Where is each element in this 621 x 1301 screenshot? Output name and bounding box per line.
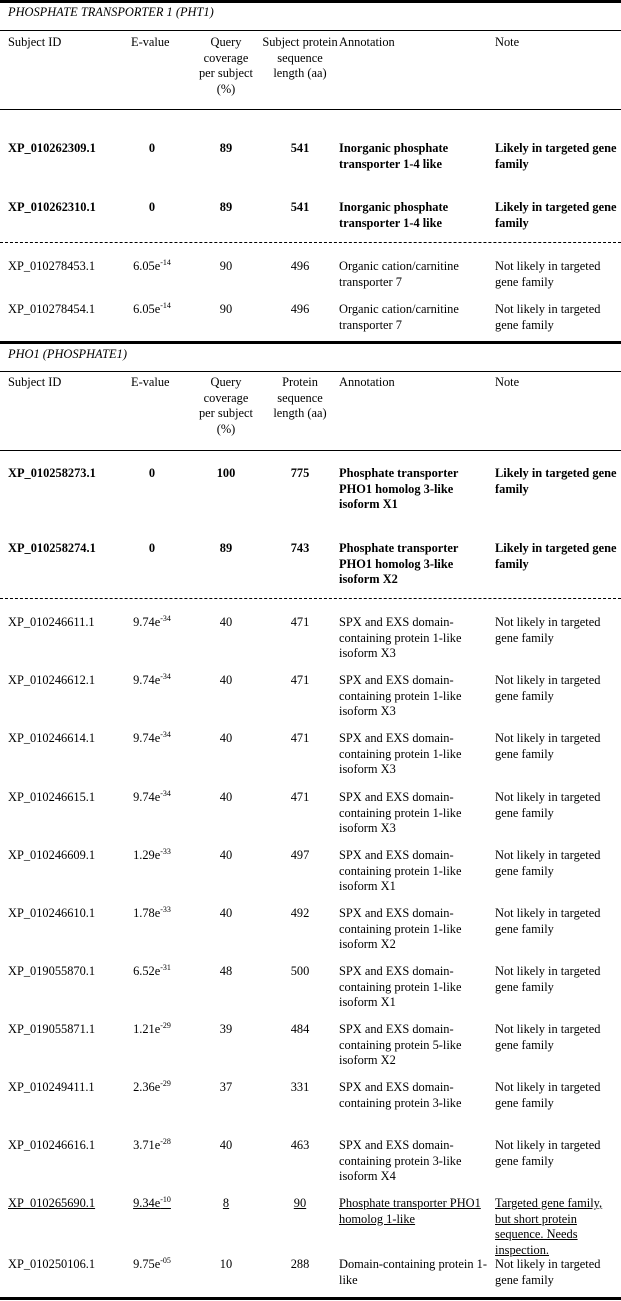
evalue-cell [128,1196,176,1212]
coverage-cell: 40 [219,906,233,920]
section-title-rule [0,30,621,31]
annotation-cell: SPX and EXS domain-containing protein 1-like isoform X3 [339,673,462,719]
evalue-base: 1.78e [133,906,161,920]
evalue-base: 9.74e [133,673,161,687]
evalue-base: 6.05e [133,259,161,273]
annotation-cell: Inorganic phosphate transporter 1-4 like [339,200,449,230]
evalue-cell [128,1138,176,1154]
evalue-base: 3.71e [133,1138,161,1152]
coverage-cell: 40 [219,848,233,862]
subject-id-cell: XP_010246611.1 [8,615,95,629]
header-annotation: Annotation [339,35,395,49]
evalue-cell [128,141,176,157]
note-cell: Not likely in targeted gene family [495,615,601,645]
note-cell: Likely in targeted gene family [495,541,617,571]
coverage-cell: 40 [219,790,233,804]
evalue-base: 0 [148,541,156,555]
evalue-cell [128,200,176,216]
subject-id-cell: XP_010258273.1 [8,466,96,480]
bottom-rule [0,1297,621,1300]
evalue-exponent: -31 [160,963,171,972]
header-subject-id: Subject ID [8,375,62,389]
header-evalue: E-value [131,35,170,49]
evalue-cell [128,466,176,482]
subject-id-cell: XP_010250106.1 [8,1257,96,1271]
coverage-cell: 100 [216,466,236,480]
note-cell: Targeted gene family, but short protein sequence. Needs inspection. [495,1196,603,1257]
subject-id-cell: XP_010246612.1 [8,673,96,687]
header-rule [0,450,621,451]
length-cell: 500 [290,964,310,978]
evalue-cell [128,731,176,747]
evalue-exponent: -34 [160,672,171,681]
subject-id-cell: XP_010258274.1 [8,541,96,555]
evalue-base: 9.74e [133,731,161,745]
length-cell: 471 [290,790,310,804]
annotation-cell: Phosphate transporter PHO1 homolog 3-like isoform X2 [339,541,459,587]
coverage-cell: 39 [219,1022,233,1036]
note-cell: Not likely in targeted gene family [495,848,601,878]
length-cell: 541 [290,200,310,214]
coverage-cell: 10 [219,1257,233,1271]
section-title-pho1: PHO1 (PHOSPHATE1) [8,347,127,361]
evalue-base: 9.74e [133,790,161,804]
note-cell: Likely in targeted gene family [495,141,617,171]
note-cell: Not likely in targeted gene family [495,964,601,994]
note-cell: Not likely in targeted gene family [495,302,601,332]
evalue-exponent: -14 [160,301,171,310]
coverage-cell: 89 [219,541,233,555]
length-cell: 288 [290,1257,310,1271]
header-note: Note [495,35,520,49]
subject-id-cell: XP_010246609.1 [8,848,96,862]
evalue-base: 1.21e [133,1022,161,1036]
annotation-cell: Phosphate transporter PHO1 homolog 1-like [339,1196,481,1226]
subject-id-cell: XP_010278454.1 [8,302,96,316]
evalue-cell [128,964,176,980]
evalue-cell [128,906,176,922]
evalue-base: 9.75e [133,1257,161,1271]
note-cell: Not likely in targeted gene family [495,1022,601,1052]
evalue-base: 9.34e [133,1196,161,1210]
coverage-cell: 40 [219,615,233,629]
evalue-cell [128,302,176,318]
evalue-exponent: -14 [160,258,171,267]
evalue-base: 2.36e [133,1080,161,1094]
length-cell: 471 [290,731,310,745]
evalue-base: 6.52e [133,964,161,978]
note-cell: Likely in targeted gene family [495,466,617,496]
evalue-exponent: -29 [160,1079,171,1088]
evalue-cell [128,1022,176,1038]
length-cell: 775 [290,466,310,480]
note-cell: Likely in targeted gene family [495,200,617,230]
header-length: Protein sequence length (aa) [273,375,327,421]
length-cell: 463 [290,1138,310,1152]
evalue-base: 0 [148,200,156,214]
length-cell: 743 [290,541,310,555]
evalue-base: 0 [148,466,156,480]
annotation-cell: SPX and EXS domain-containing protein 1-like isoform X1 [339,964,462,1010]
coverage-cell: 8 [222,1196,230,1210]
evalue-cell [128,1257,176,1273]
evalue-exponent: -28 [160,1137,171,1146]
header-note: Note [495,375,520,389]
evalue-base: 1.29e [133,848,161,862]
dashed-separator [0,598,621,599]
length-cell: 471 [290,615,310,629]
subject-id-cell: XP_010265690.1 [8,1196,96,1210]
evalue-cell [128,615,176,631]
note-cell: Not likely in targeted gene family [495,906,601,936]
note-cell: Not likely in targeted gene family [495,1080,601,1110]
evalue-exponent: -33 [160,847,171,856]
section-rule [0,341,621,344]
evalue-cell [128,848,176,864]
evalue-cell [128,790,176,806]
length-cell: 331 [290,1080,310,1094]
coverage-cell: 40 [219,731,233,745]
annotation-cell: SPX and EXS domain-containing protein 5-like isoform X2 [339,1022,462,1068]
header-rule [0,109,621,110]
header-length: Subject protein sequence length (aa) [262,35,338,81]
annotation-cell: Inorganic phosphate transporter 1-4 like [339,141,449,171]
length-cell: 492 [290,906,310,920]
length-cell: 90 [293,1196,307,1210]
annotation-cell: SPX and EXS domain-containing protein 1-like isoform X3 [339,790,462,836]
coverage-cell: 90 [219,259,233,273]
note-cell: Not likely in targeted gene family [495,1138,601,1168]
evalue-exponent: -34 [160,614,171,623]
subject-id-cell: XP_010246615.1 [8,790,96,804]
note-cell: Not likely in targeted gene family [495,259,601,289]
subject-id-cell: XP_019055871.1 [8,1022,96,1036]
note-cell: Not likely in targeted gene family [495,1257,601,1287]
evalue-cell [128,541,176,557]
evalue-exponent: -10 [160,1195,171,1204]
section-title-pht1: PHOSPHATE TRANSPORTER 1 (PHT1) [8,5,214,19]
annotation-cell: Phosphate transporter PHO1 homolog 3-like isoform X1 [339,466,459,512]
evalue-cell [128,673,176,689]
annotation-cell: SPX and EXS domain-containing protein 1-like isoform X1 [339,848,462,894]
evalue-exponent: -33 [160,905,171,914]
coverage-cell: 40 [219,1138,233,1152]
subject-id-cell: XP_010262310.1 [8,200,96,214]
coverage-cell: 89 [219,141,233,155]
coverage-cell: 48 [219,964,233,978]
annotation-cell: SPX and EXS domain-containing protein 1-like isoform X3 [339,615,462,661]
evalue-cell [128,259,176,275]
annotation-cell: SPX and EXS domain-containing protein 3-like isoform X4 [339,1138,462,1184]
length-cell: 496 [290,302,310,316]
subject-id-cell: XP_019055870.1 [8,964,96,978]
subject-id-cell: XP_010278453.1 [8,259,96,273]
evalue-base: 6.05e [133,302,161,316]
header-evalue: E-value [131,375,170,389]
evalue-exponent: -05 [160,1256,171,1265]
header-query-coverage: Query coverage per subject (%) [198,35,253,96]
subject-id-cell: XP_010249411.1 [8,1080,95,1094]
note-cell: Not likely in targeted gene family [495,731,601,761]
note-cell: Not likely in targeted gene family [495,790,601,820]
subject-id-cell: XP_010246614.1 [8,731,96,745]
evalue-exponent: -34 [160,789,171,798]
length-cell: 484 [290,1022,310,1036]
coverage-cell: 90 [219,302,233,316]
length-cell: 471 [290,673,310,687]
length-cell: 496 [290,259,310,273]
length-cell: 497 [290,848,310,862]
evalue-exponent: -29 [160,1021,171,1030]
evalue-exponent: -34 [160,730,171,739]
header-query-coverage: Query coverage per subject (%) [198,375,253,436]
annotation-cell: SPX and EXS domain-containing protein 1-like isoform X3 [339,731,462,777]
annotation-cell: SPX and EXS domain-containing protein 1-like isoform X2 [339,906,462,952]
evalue-base: 9.74e [133,615,161,629]
annotation-cell: Organic cation/carnitine transporter 7 [339,259,459,289]
annotation-cell: SPX and EXS domain-containing protein 3-like [339,1080,462,1110]
coverage-cell: 40 [219,673,233,687]
evalue-base: 0 [148,141,156,155]
note-cell: Not likely in targeted gene family [495,673,601,703]
annotation-cell: Domain-containing protein 1-like [339,1257,487,1287]
dashed-separator [0,242,621,243]
subject-id-cell: XP_010262309.1 [8,141,96,155]
subject-id-cell: XP_010246610.1 [8,906,96,920]
subject-id-cell: XP_010246616.1 [8,1138,96,1152]
length-cell: 541 [290,141,310,155]
coverage-cell: 37 [219,1080,233,1094]
header-subject-id: Subject ID [8,35,62,49]
coverage-cell: 89 [219,200,233,214]
evalue-cell [128,1080,176,1096]
top-rule [0,0,621,3]
annotation-cell: Organic cation/carnitine transporter 7 [339,302,459,332]
section-title-rule [0,371,621,372]
header-annotation: Annotation [339,375,395,389]
